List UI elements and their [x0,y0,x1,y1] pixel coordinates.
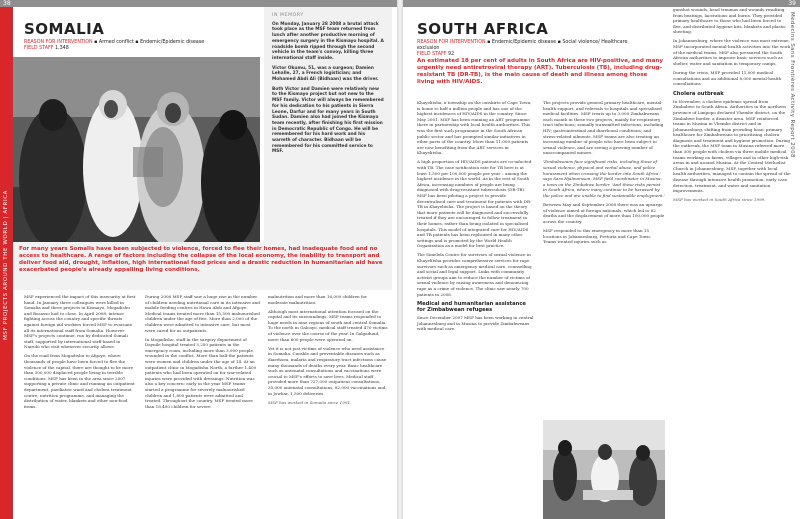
body-paragraph: The projects provide general primary healthcare, mental-health support, and referrals to hospitals and specialised medical facilities. MSF treats up to 3,000 Zimbabweans each month in these two projects, mainly for respiratory tract infections; sexually transmitted infections, including HIV; gastrointestinal and diarrhoeal conditions; and stress-related ailments. MSF teams are also treating an increasing number of people who have been subject to sexual violence, and are seeing a growing number of unaccompanied minors. [543,100,664,156]
field-staff-value: 1,348 [55,46,69,51]
body-paragraph: The Simelela Centre for survivors of sexual violence in Khayelitsha provides comprehensive services for rape survivors such as emergency medical care, counselling and social and legal support. Links with community activist groups aim to reduce the number of victims of sexual violence by raising awareness and denouncing rape as a crime of violence. The clinic saw nearly 700 patients in 2008. [417,252,532,297]
women-group-illustration [13,57,260,242]
body-paragraph: On the road from Mogadishu to Afgoye, where thousands of people have been forced to flee the violence of the capital, there are thought to be more than 300,000 displaced people living in terrible conditions. MSF has been in the area since 2007 supporting a private clinic and running an outpatient department, paediatric ward and cholera treatment centre, nutrition programme, and managing the distribution of water, blankets and other non-food items. [24,353,135,409]
section-heading: Cholera outbreak [673,90,724,97]
body-paragraph: MSF experienced the impact of this insecurity at first hand. In January three colleagues were killed in Somalia and three projects in Kismayo, Mogadishu and Bosasso had to close. In April 2008, intense fighting across the country and specific threats against foreign aid workers forced MSF to evacuate all its international staff from Somalia. However MSF's projects continue, run by dedicated Somali staff, supported by international staff based in Nairobi who visit whenever security allows. [24,294,136,350]
top-bar [403,0,800,7]
body-column-1 [24,294,137,413]
body-column-2 [543,100,665,248]
body-paragraph: Although most international attention focused on the capital and its surroundings, MSF teams responded to huge needs in nine regions of south and central Somalia. To the north in Galcayo, medical staff treated 470 victims of violence over the course of the year. In Galgaduud, more than 600 people were operated on. [268,308,388,342]
field-staff-label: FIELD STAFF [417,52,447,57]
field-staff-label: FIELD STAFF [24,46,54,51]
reason-block [24,40,254,52]
body-paragraph: gunshot wounds, head traumas and wounds resulting from beatings, lacerations and burns. They provided primary healthcare to those who had been forced to flee, and distributed hygiene kits, blankets and plastic sheeting. [673,7,786,35]
country-title: SOUTH AFRICA [417,20,549,38]
body-paragraph: Yet it is not just victims of violence who need assistance in Somalia. Curable and preventable diseases such as diarrhoea, malaria and respiratory tract infections cause many thousands of deaths every year. Basic healthcare such as antenatal consultations and vaccinations were crucial to MSF's efforts to save lives. Medical staff provided more than 727,000 outpatient consultations, 35,000 antenatal consultations, 82,000 vaccinations and, in Jowhar, 1,500 deliveries. [268,345,387,396]
top-bar [0,0,397,7]
clinic-illustration [543,420,665,519]
body-paragraph: In Johannesburg, where the violence was most extreme, MSF incorporated mental-health activities into the work of the medical teams. MSF also pressured the South African authorities to improve basic services such as shelter, water and sanitation in temporary camps. [673,38,791,66]
body-paragraph: malnutrition and more than 16,000 children for moderate malnutrition. [268,294,367,305]
body-column-3 [268,294,388,409]
body-paragraph: A high proportion of HIV/AIDS patients are co-infected with TB. The case notification rate for TB here is at least 1,500 per 100,000 people per year – among the highest incidence in the world. As in the rest of South Africa, increasing numbers of people are being diagnosed with drug-resistant tuberculosis (DR-TB). MSF has been piloting a project to provide decentralised care and treatment for patients with DR-TB in Khayelitsha. The project is based on the theory that more patients will be diagnosed and successfully treated if they are encouraged to follow treatment in their homes, rather than being isolated in specialised hospitals. This model of integrated care for HIV/AIDS and TB patients has been replicated in many other settings and is promoted by the World Health Organization as a model for best practice. [417,159,532,249]
photo-caption: For many years Somalis have been subjected to violence, forced to flee their homes, had inadequate food and no access to healthcare. A range of factors including the collapse of the local economy, the inability to transport and deliver food aid, drought, inflation, high international food prices and a drastic reduction in humanitarian aid have exacerbated people's already appalling living conditions. [13,242,392,290]
memory-paragraph: On Monday, January 28 2008 a brutal attack took place as the MSF team returned from lunch after another productive morning of emergency surgery in the Kismayo hospital. A roadside bomb ripped through the second vehicle in the team's convoy, killing three international staff inside. [272,21,384,61]
memory-paragraph: Both Victor and Damien were relatively new to the Kismayo project but not new to the MSF family. Victor will always be remembered for his dedication to his patients in Sierra Leone, Darfur and for many years in South Sudan. Damien also had joined the Kismayo team recently, after finishing his first mission in Democratic Republic of Congo. He will be remembered for his hard work and his warmth of character. Bidhaan will be remembered for his committed service to MSF. [272,86,384,155]
in-memory-panel [264,7,392,252]
end-note: MSF has worked in Somalia since 1991. [268,399,352,405]
side-label: Médecins Sans Frontières Activity Report 2008 [789,12,795,158]
section-heading: Medical and humanitarian assistance for Zimbabwean refugees [417,301,526,314]
body-paragraph: Since December 2007 MSF has been working in central Johannesburg and in Musina to provide Zimbabweans with medical care. [417,315,534,332]
in-memory-heading: IN MEMORY [272,13,304,18]
end-note: MSF has worked in South Africa since 1999. [673,197,766,203]
body-paragraph: In Mogadishu, staff in the surgery department of Daynile hospital treated 3,250 patients in the emergency room, including more than 3,000 people wounded in the conflict. More than half the patients were women and children under the age of 14. At an outpatient clinic in Mogadishu North, a further 1,400 patients who had been operated on for war-related injuries were provided with dressings. Nutrition was also a key concern: early in the year MSF teams started a programme for severely malnourished children and 1,800 patients were admitted and treated. Throughout the country, MSF treated more than 18,400 children for severe [145,336,257,409]
page-left [0,0,397,519]
reason-label: REASON FOR INTERVENTION [24,40,93,45]
body-column-3 [673,7,791,206]
body-column-1 [417,100,535,335]
lead-paragraph: An estimated 18 per cent of adults in South Africa are HIV-positive, and many urgently need antiretroviral therapy (ART). Tuberculosis (TB), including drug-resistant TB (DR-TB), is the main cause of death and illness among those living with HIV/AIDS. [417,58,663,85]
somalia-photo [13,57,260,242]
field-staff-value: 92 [448,52,455,57]
quote-paragraph: 'Zimbabweans face significant risks, including those of sexual violence, physical and verbal abuse, and police harassment when crossing the border into South Africa,' says Sara Hjalmarsson, MSF field coordinator in Musina, a town on the Zimbabwe border. 'And these risks persist in South Africa, where many continue to be harassed by the police and are unable to find sustainable employment.' [543,159,665,198]
body-paragraph: MSF responded to this emergency in more than 15 locations in Johannesburg, Pretoria and Cape Town. Teams treated injuries such as [543,227,652,245]
reason-values: ▪ Endemic/Epidemic disease ▪ Social violence/ Healthcare exclusion [417,40,628,51]
page-number: 38 [3,0,11,7]
clinic-photo [543,420,665,519]
body-paragraph: In November, a cholera epidemic spread from Zimbabwe to South Africa. Authorities in the northern province of Limpopo declared Vhembe district, on the Zimbabwe border, a disaster area. MSF reinforced teams in Musina in Vhembe district and in Johannesburg, shifting from providing basic primary healthcare for Zimbabweans to prioritising cholera diagnosis and treatment and hygiene promotion. During the outbreak, the MSF team in Musina referred more than 300 people with cholera via three mobile medical teams working on farms, villages and in other high-risk areas in and around Musina. At the Central Methodist Church in Johannesburg, MSF, together with local health authorities, managed to contain the spread of the disease through intensive health promotion, early case detection, treatment, and water and sanitation improvements. [673,98,791,194]
body-column-2 [145,294,260,413]
body-paragraph: During the crisis, MSF provided 11,000 medical consultations and an additional 8,000 mental-health consultations. [673,69,782,87]
side-label: MSF PROJECTS AROUND THE WORLD | AFRICA [3,190,9,340]
body-paragraph: Between May and September 2008 there was an upsurge of violence aimed at foreign nationals, which led to 62 deaths and the displacement of more than 100,000 people across the country. [543,202,665,224]
reason-block [417,40,647,58]
reason-label: REASON FOR INTERVENTION [417,40,486,45]
country-title: SOMALIA [24,20,105,38]
memory-paragraph: Victor Okumu, 51, was a surgeon; Damien Lehalle, 27, a French logistician; and Mohamed Abdi Ali (Bidhaan) was the driver. [272,65,379,83]
page-right [403,0,800,519]
body-paragraph: During 2008 MSF staff saw a huge rise in the number of children needing nutritional care in its intensive and mobile feeding centres in Hawa Abdi and Afgoye. Medical teams treated more than 15,500 malnourished children under the age of five. More than 2,000 of the children were admitted to intensive care, but most were cared for as outpatients. [145,294,260,333]
body-paragraph: Khayelitsha, a township on the outskirts of Cape Town, is home to half a million people and has one of the highest incidences of HIV/AIDS in the country. Since May 2001, MSF has been running an ART programme there in partnership with local health authorities. This was the first such programme in the South African public sector and has prompted similar initiatives in other parts of the country. More than 11,000 patients are now benefiting from the ART services in Khayelitsha. [417,100,532,156]
page-number: 39 [788,0,796,7]
reason-values: ▪ Armed conflict ▪ Endemic/Epidemic disease [94,40,205,45]
